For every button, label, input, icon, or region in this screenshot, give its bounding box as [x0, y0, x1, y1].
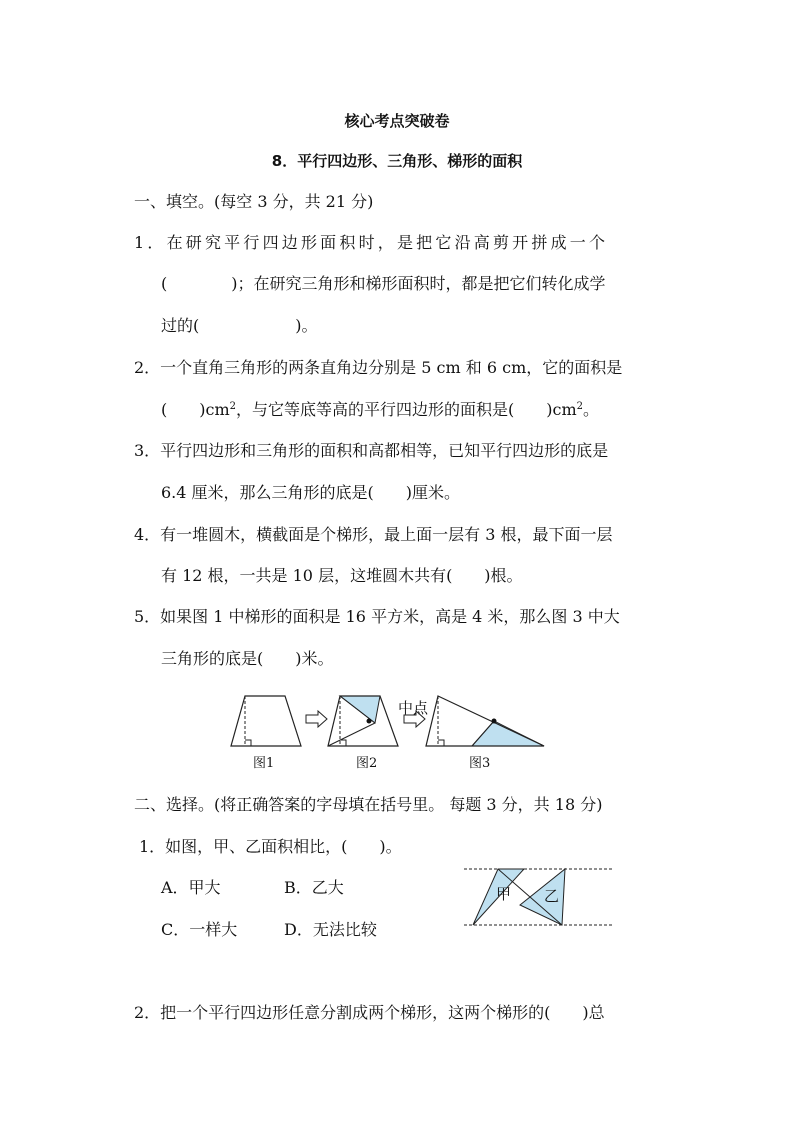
q2-part-b: ，与它等底等高的平行四边形的面积是( )cm — [236, 400, 577, 419]
page-subtitle: 8．平行四边形、三角形、梯形的面积 — [271, 152, 523, 170]
fig2-label: 图2 — [356, 756, 378, 771]
q2-part-c: 。 — [583, 400, 600, 419]
choice-option-a: A．甲大 — [161, 878, 221, 897]
midpoint-label: 中点 — [398, 699, 429, 717]
question-3-line-2: 6.4 厘米，那么三角形的底是( )厘米。 — [161, 483, 461, 502]
question-2-line-2 — [161, 400, 599, 420]
fig2-right-angle — [340, 740, 346, 746]
question-5-line-2: 三角形的底是( )米。 — [161, 649, 334, 668]
q2-sup-2: 2 — [576, 401, 583, 412]
question-1-line-2: ( )；在研究三角形和梯形面积时，都是把它们转化成学 — [161, 274, 606, 293]
label-yi: 乙 — [544, 887, 560, 905]
fig3-midpoint-dot — [492, 719, 497, 724]
fig3-label: 图3 — [469, 756, 491, 771]
two-triangles-figure — [464, 866, 614, 928]
label-jia: 甲 — [496, 885, 512, 903]
section-heading-fill-blank: 一、填空。(每空 3 分，共 21 分) — [134, 192, 374, 211]
choice-option-d: D．无法比较 — [284, 920, 377, 939]
question-4-line-1: 4．有一堆圆木，横截面是个梯形，最上面一层有 3 根，最下面一层 — [134, 525, 613, 544]
q2-sup-1: 2 — [229, 401, 236, 412]
fig2-midpoint-dot — [367, 719, 372, 724]
page-title: 核心考点突破卷 — [344, 112, 450, 130]
fig1-label: 图1 — [253, 756, 275, 771]
trapezoid-figure — [228, 692, 548, 772]
choice-question-1-stem: 1．如图，甲、乙面积相比，( )。 — [139, 837, 402, 856]
question-5-line-1: 5．如果图 1 中梯形的面积是 16 平方米，高是 4 米，那么图 3 中大 — [134, 607, 620, 626]
question-3-line-1: 3．平行四边形和三角形的面积和高都相等，已知平行四边形的底是 — [134, 441, 609, 460]
question-1-line-3: 过的( )。 — [161, 316, 318, 335]
section-heading-choice: 二、选择。(将正确答案的字母填在括号里。 每题 3 分，共 18 分) — [134, 795, 603, 814]
choice-option-c: C．一样大 — [161, 920, 238, 939]
arrow-1-icon — [306, 711, 327, 727]
question-1-line-1: 1．在研究平行四边形面积时，是把它沿高剪开拼成一个 — [134, 233, 609, 252]
fig3-right-angle — [438, 740, 444, 746]
choice-question-2-stem: 2．把一个平行四边形任意分割成两个梯形，这两个梯形的( )总 — [134, 1003, 605, 1022]
fig1-trapezoid — [231, 696, 301, 746]
choice-option-b: B．乙大 — [284, 878, 344, 897]
question-2-line-1: 2．一个直角三角形的两条直角边分别是 5 cm 和 6 cm，它的面积是 — [134, 358, 623, 377]
fig2-cut-line — [328, 723, 375, 746]
q2-part-a: ( )cm — [161, 400, 230, 419]
fig1-right-angle — [245, 740, 251, 746]
question-4-line-2: 有 12 根，一共是 10 层，这堆圆木共有( )根。 — [161, 566, 523, 585]
